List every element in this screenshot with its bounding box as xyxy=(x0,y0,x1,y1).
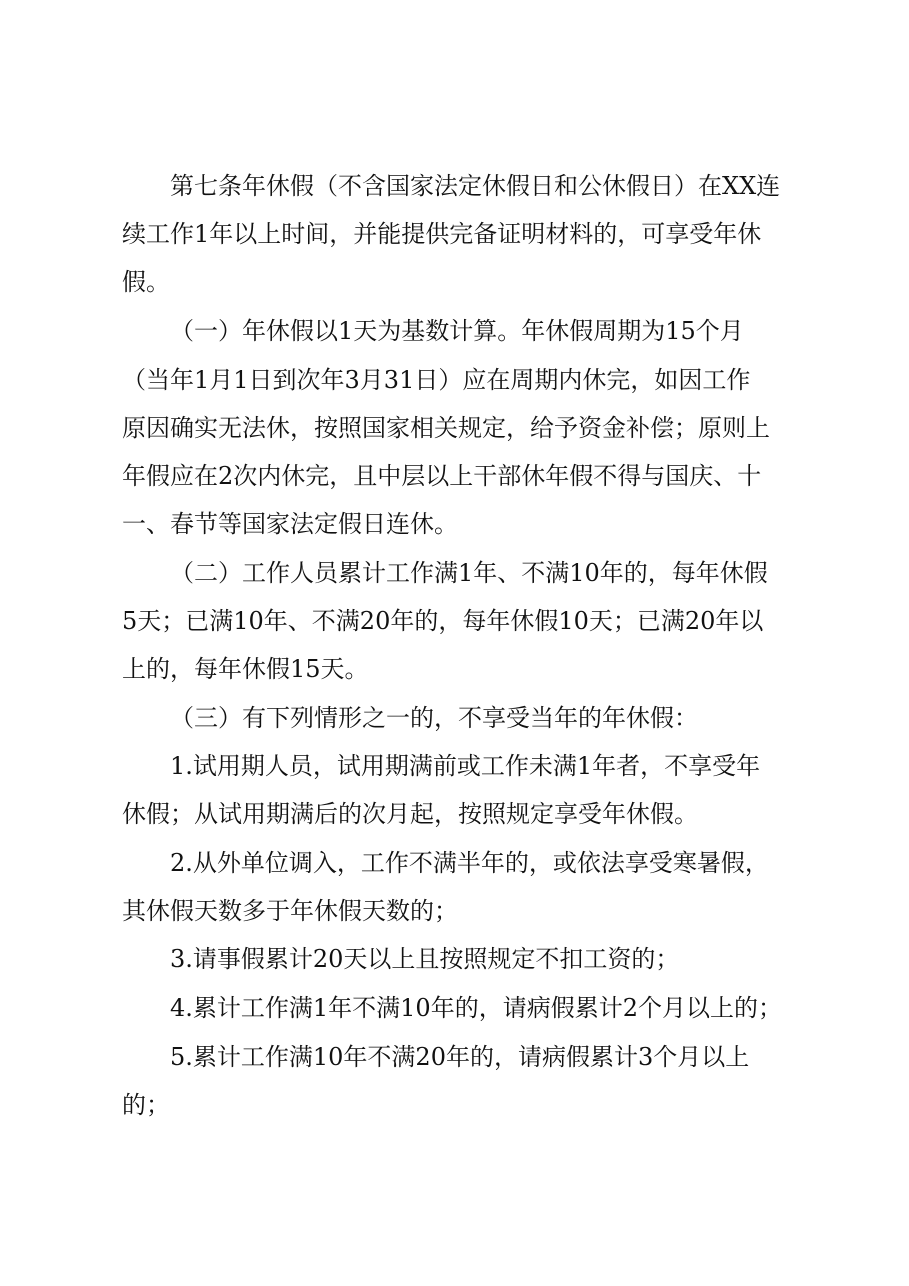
clause-1-line-2: （当年1月1日到次年3月31日）应在周期内休完，如因工作 xyxy=(122,366,751,394)
article-7-line-1: 第七条年休假（不含国家法定休假日和公休假日）在XX连 xyxy=(170,172,781,200)
item-1-line-1: 1.试用期人员，试用期满前或工作未满1年者，不享受年 xyxy=(170,752,761,780)
article-7-line-2: 续工作1年以上时间，并能提供完备证明材料的，可享受年休 xyxy=(122,220,762,248)
item-1-line-2: 休假；从试用期满后的次月起，按照规定享受年休假。 xyxy=(122,800,698,828)
item-4-line-1: 4.累计工作满1年不满10年的，请病假累计2个月以上的； xyxy=(170,994,782,1022)
clause-1-line-5: 一、春节等国家法定假日连休。 xyxy=(122,510,458,538)
clause-2-line-2: 5天；已满10年、不满20年的，每年休假10天；已满20年以 xyxy=(122,607,764,635)
clause-1-line-3: 原因确实无法休，按照国家相关规定，给予资金补偿；原则上 xyxy=(122,414,770,442)
clause-2-line-3: 上的，每年休假15天。 xyxy=(122,655,369,683)
item-2-line-1: 2.从外单位调入，工作不满半年的，或依法享受寒暑假， xyxy=(170,849,769,877)
article-7-line-3: 假。 xyxy=(122,268,170,296)
clause-1-line-4: 年假应在2次内休完，且中层以上干部休年假不得与国庆、十 xyxy=(122,462,762,490)
item-2-line-2: 其休假天数多于年休假天数的； xyxy=(122,897,458,925)
item-3-line-1: 3.请事假累计20天以上且按照规定不扣工资的； xyxy=(170,945,680,973)
item-5-line-1: 5.累计工作满10年不满20年的，请病假累计3个月以上 xyxy=(170,1043,750,1071)
clause-3-line-1: （三）有下列情形之一的，不享受当年的年休假： xyxy=(170,704,698,732)
item-5-line-2: 的； xyxy=(122,1091,170,1119)
clause-1-line-1: （一）年休假以1天为基数计算。年休假周期为15个月 xyxy=(170,317,744,345)
clause-2-line-1: （二）工作人员累计工作满1年、不满10年的，每年休假 xyxy=(170,559,768,587)
